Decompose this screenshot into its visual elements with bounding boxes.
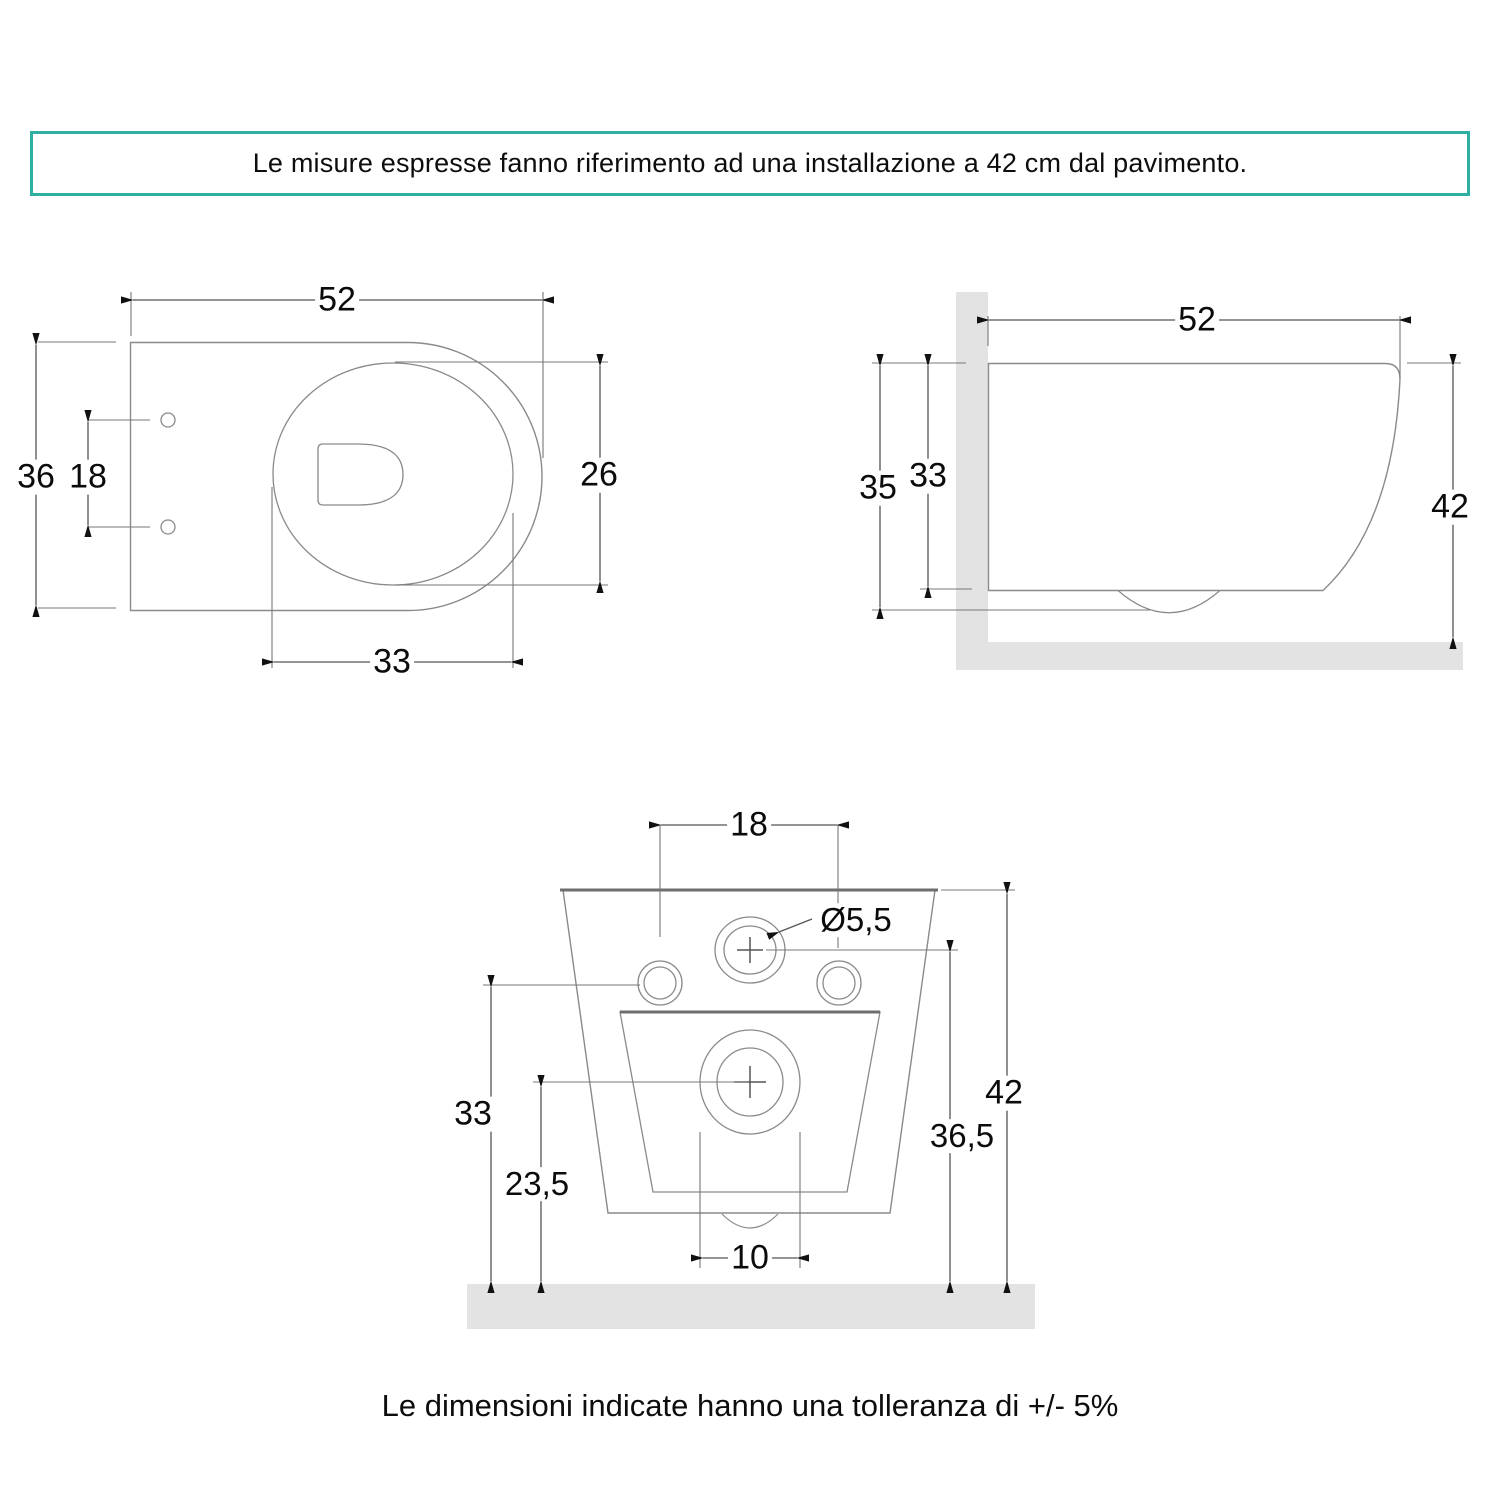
dim-side-depth: 52: [1175, 303, 1219, 338]
dim-back-hole-diameter: Ø5,5: [817, 903, 895, 937]
top-view-mounting-hole-lower: [161, 520, 175, 534]
back-view-fixing-hole-right: [817, 961, 861, 1005]
dim-side-install-height: 42: [1428, 490, 1472, 525]
dim-back-drain-height: 23,5: [502, 1167, 572, 1201]
dim-back-total-height: 42: [982, 1076, 1026, 1111]
dim-back-drain-width: 10: [728, 1241, 772, 1276]
top-view-bowl-inner-rim: [273, 363, 513, 585]
side-view: [872, 292, 1463, 670]
side-view-wall: [956, 292, 988, 670]
top-view-extension-lines: [38, 292, 608, 668]
dim-back-hole-spacing: 18: [727, 808, 771, 843]
dim-back-hole-height: 36,5: [927, 1119, 997, 1153]
dim-top-width: 52: [315, 283, 359, 318]
dim-side-height-trap: 35: [856, 471, 900, 506]
top-view-drain-opening: [318, 444, 403, 505]
top-view-body-outline: [131, 343, 543, 611]
dim-back-left-height: 33: [451, 1097, 495, 1132]
back-view-fixing-hole-left: [638, 961, 682, 1005]
back-view-inner-shell: [620, 1012, 880, 1192]
back-view-bottom-bulge: [722, 1214, 778, 1228]
side-view-floor: [956, 642, 1463, 670]
dim-top-height: 36: [14, 460, 58, 495]
installation-note-text: Le misure espresse fanno riferimento ad una installazione a 42 cm dal pavimento.: [252, 148, 1248, 178]
back-view-body-outline: [563, 890, 935, 1213]
dim-top-bowl-width: 33: [370, 645, 414, 680]
tolerance-note-text: Le dimensioni indicate hanno una tolleranza di +/- 5%: [381, 1388, 1119, 1423]
side-view-body-outline: [989, 364, 1401, 591]
top-view-mounting-hole-upper: [161, 413, 175, 427]
inlet-hole-crosshair: [737, 937, 763, 963]
hole-diameter-leader: [779, 919, 812, 932]
dim-top-hole-spacing: 18: [66, 460, 110, 495]
dim-side-body-height: 33: [906, 459, 950, 494]
dim-top-bowl-length: 26: [577, 458, 621, 493]
back-view-floor: [467, 1284, 1035, 1329]
side-view-trap-arc: [1118, 591, 1220, 613]
top-view: [36, 292, 608, 668]
installation-note-box: [30, 131, 1470, 196]
